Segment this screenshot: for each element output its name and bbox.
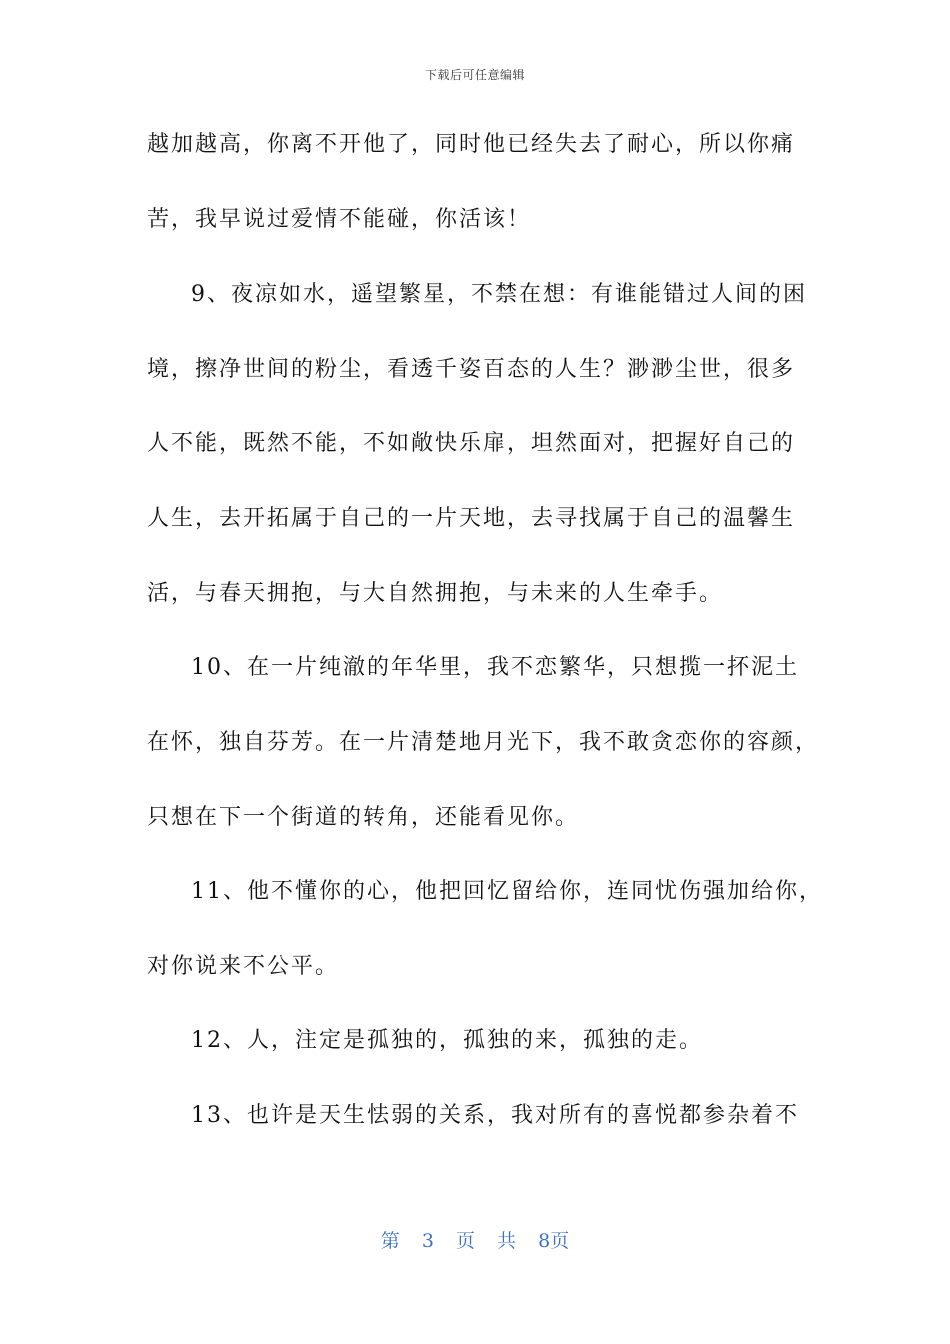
footer-total-pages: 8页 xyxy=(538,1230,570,1252)
page-header: 下载后可任意编辑 xyxy=(424,68,525,82)
paragraph-start-line: 11、他不懂你的心，他把回忆留给你，连同忧伤强加给你， xyxy=(191,879,823,904)
footer-page-unit: 页 xyxy=(455,1230,475,1252)
text-line: 苦，我早说过爱情不能碰，你活该！ xyxy=(147,207,532,232)
paragraph-start-line: 9、夜凉如水，遥望繁星，不禁在想：有谁能错过人间的困 xyxy=(191,282,807,307)
text-line: 境，擦净世间的粉尘，看透千姿百态的人生？渺渺尘世，很多 xyxy=(147,357,796,382)
paragraph-start-line: 10、在一片纯澈的年华里，我不恋繁华，只想揽一抔泥土 xyxy=(191,655,799,680)
footer-current-page: 3 xyxy=(421,1230,434,1252)
text-line: 在怀，独自芬芳。在一片清楚地月光下，我不敢贪恋你的容颜， xyxy=(147,730,820,755)
footer-total-label: 共 xyxy=(497,1230,517,1252)
page-footer xyxy=(0,1226,950,1253)
text-line: 人生，去开拓属于自己的一片天地，去寻找属于自己的温馨生 xyxy=(147,506,796,531)
text-line: 只想在下一个街道的转角，还能看见你。 xyxy=(147,805,580,830)
footer-page-label: 第 xyxy=(380,1230,400,1252)
text-line: 活，与春天拥抱，与大自然拥抱，与未来的人生牵手。 xyxy=(147,581,724,606)
text-line: 越加越高，你离不开他了，同时他已经失去了耐心，所以你痛 xyxy=(147,132,796,157)
text-line: 对你说来不公平。 xyxy=(147,954,340,979)
paragraph-start-line: 12、人，注定是孤独的，孤独的来，孤独的走。 xyxy=(191,1028,703,1053)
text-line: 人不能，既然不能，不如敞快乐扉，坦然面对，把握好自己的 xyxy=(147,431,796,456)
paragraph-start-line: 13、也许是天生怯弱的关系，我对所有的喜悦都参杂着不 xyxy=(191,1103,799,1128)
